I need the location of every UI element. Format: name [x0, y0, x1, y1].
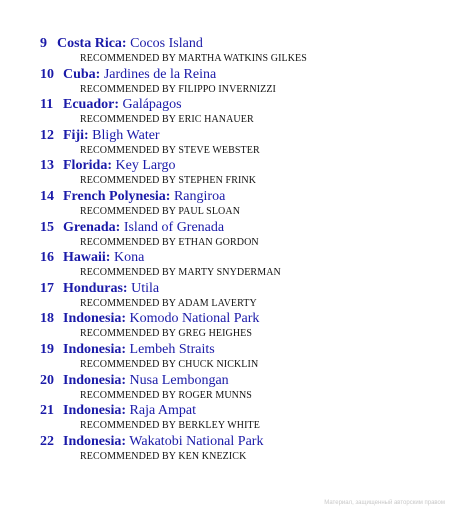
entry-number: 14	[40, 188, 54, 204]
entry-number: 10	[40, 66, 54, 82]
entry-recommended-by: RECOMMENDED BY PAUL SLOAN	[80, 205, 241, 217]
entry-recommended-by: RECOMMENDED BY KEN KNEZICK	[80, 450, 247, 462]
list-item	[0, 189, 451, 220]
list-item	[0, 36, 451, 67]
list-item	[0, 250, 451, 281]
list-item	[0, 311, 451, 342]
entry-title	[63, 434, 263, 450]
entry-title	[63, 373, 229, 389]
entry-country: French Polynesia:	[63, 188, 171, 204]
entry-number: 18	[40, 311, 54, 327]
entry-number: 19	[40, 341, 54, 357]
entry-recommended-by: RECOMMENDED BY FILIPPO INVERNIZZI	[80, 83, 276, 95]
entry-country: Indonesia:	[63, 311, 127, 327]
entry-site: Utila	[131, 280, 160, 296]
list-item	[0, 403, 451, 434]
entry-site: Wakatobi National Park	[129, 433, 264, 449]
entry-number: 9	[40, 36, 47, 51]
list-item	[0, 434, 451, 465]
entry-recommended-by: RECOMMENDED BY BERKLEY WHITE	[80, 420, 260, 432]
entry-number: 15	[40, 219, 54, 235]
list-item	[0, 67, 451, 98]
entry-site: Rangiroa	[173, 188, 226, 204]
entry-title	[63, 342, 215, 358]
entry-country: Indonesia:	[63, 433, 127, 449]
entry-country: Fiji:	[63, 127, 89, 143]
entry-site: Key Largo	[115, 158, 176, 174]
list-item	[0, 158, 451, 189]
entry-title	[63, 220, 224, 236]
entry-recommended-by: RECOMMENDED BY STEPHEN FRINK	[80, 175, 257, 187]
entry-site: Raja Ampat	[129, 403, 197, 419]
entry-title	[63, 158, 176, 174]
entry-country: Ecuador:	[63, 97, 119, 113]
entry-recommended-by: RECOMMENDED BY ROGER MUNNS	[80, 389, 252, 401]
entry-site: Island of Grenada	[123, 219, 225, 235]
entry-country: Hawaii:	[63, 250, 111, 266]
entry-title	[63, 189, 225, 205]
entry-title	[63, 281, 159, 297]
entry-number: 11	[40, 97, 54, 113]
entry-site: Galápagos	[122, 97, 182, 113]
entry-country: Indonesia:	[63, 372, 127, 388]
entry-recommended-by: RECOMMENDED BY CHUCK NICKLIN	[80, 358, 259, 370]
copyright-watermark: Материал, защищенный авторским правом	[324, 500, 445, 506]
entry-number: 12	[40, 127, 54, 143]
entry-number: 13	[40, 158, 54, 174]
list-item	[0, 128, 451, 159]
entry-site: Komodo National Park	[129, 311, 260, 327]
entry-country: Indonesia:	[63, 341, 127, 357]
entry-site: Cocos Island	[130, 36, 203, 51]
entry-country: Costa Rica:	[57, 36, 127, 51]
entry-site: Kona	[113, 250, 145, 266]
entry-list	[0, 36, 451, 464]
entry-recommended-by: RECOMMENDED BY STEVE WEBSTER	[80, 144, 260, 156]
entry-number: 16	[40, 250, 54, 266]
entry-title	[63, 403, 196, 419]
entry-country: Cuba:	[63, 66, 101, 82]
list-item	[0, 342, 451, 373]
entry-number: 21	[40, 403, 54, 419]
entry-recommended-by: RECOMMENDED BY ADAM LAVERTY	[80, 297, 257, 309]
entry-number: 20	[40, 372, 54, 388]
entry-recommended-by: RECOMMENDED BY ERIC HANAUER	[80, 114, 254, 126]
entry-recommended-by: RECOMMENDED BY GREG HEIGHES	[80, 328, 253, 340]
entry-site: Lembeh Straits	[129, 341, 215, 357]
entry-title	[63, 128, 160, 144]
entry-title	[63, 250, 144, 266]
list-item	[0, 373, 451, 404]
entry-site: Bligh Water	[92, 127, 160, 143]
list-item	[0, 281, 451, 312]
entry-country: Honduras:	[63, 280, 128, 296]
entry-title	[63, 97, 182, 113]
entry-recommended-by: RECOMMENDED BY ETHAN GORDON	[80, 236, 259, 248]
list-item	[0, 97, 451, 128]
entry-number: 17	[40, 280, 54, 296]
entry-title	[63, 67, 216, 83]
entry-country: Florida:	[63, 158, 112, 174]
entry-number: 22	[40, 433, 54, 449]
entry-site: Jardines de la Reina	[103, 66, 217, 82]
list-item	[0, 220, 451, 251]
entry-site: Nusa Lembongan	[129, 372, 229, 388]
entry-title	[63, 311, 259, 327]
entry-title	[57, 36, 203, 52]
entry-country: Grenada:	[63, 219, 121, 235]
entry-recommended-by: RECOMMENDED BY MARTY SNYDERMAN	[80, 267, 281, 279]
entry-recommended-by: RECOMMENDED BY MARTHA WATKINS GILKES	[80, 53, 307, 64]
entry-country: Indonesia:	[63, 403, 127, 419]
